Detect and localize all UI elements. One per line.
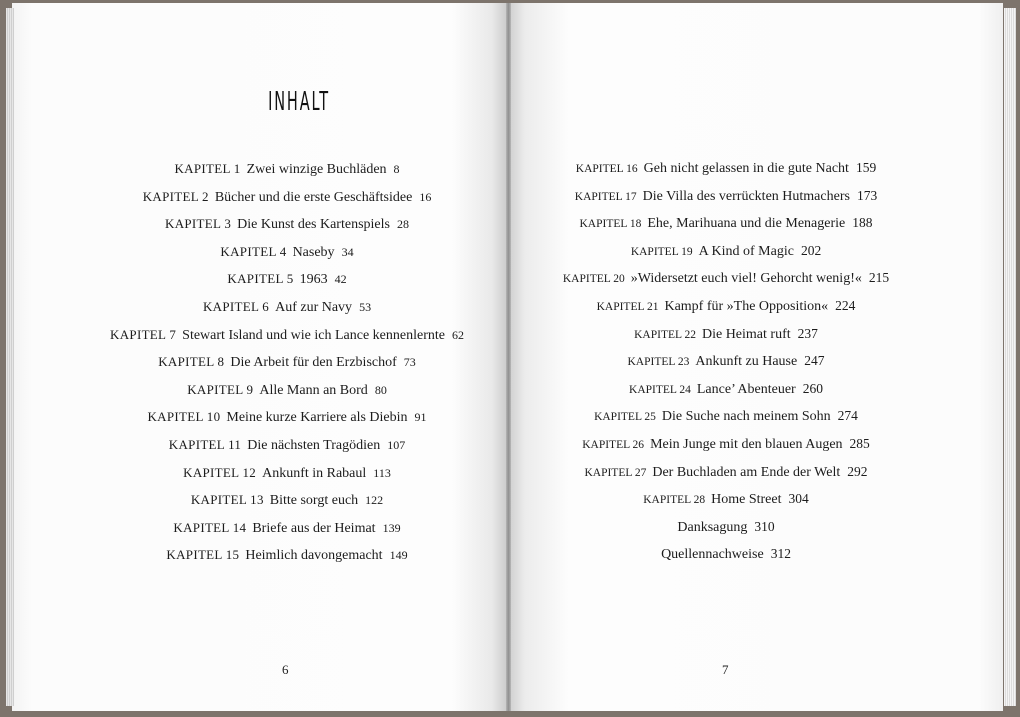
chapter-page-number: 113 [373,465,391,480]
toc-entry [12,214,508,235]
chapter-label: KAPITEL 19 [630,245,693,258]
chapter-page-number: 139 [382,520,401,535]
chapter-title: Alle Mann an Bord [259,382,368,398]
chapter-page-number: 292 [847,463,868,479]
chapter-label: KAPITEL 27 [584,466,647,479]
chapter-page-number: 274 [837,408,858,424]
toc-entry [509,379,943,400]
chapter-label: KAPITEL 14 [173,519,247,535]
toc-entry [509,351,943,372]
chapter-label: KAPITEL 7 [110,326,177,342]
chapter-label: KAPITEL 21 [596,301,659,313]
toc-entry [509,241,943,262]
chapter-page-number: 159 [855,160,877,175]
chapter-title: Briefe aus der Heimat [252,520,376,536]
chapter-label: KAPITEL 13 [190,492,264,508]
chapter-page-number: 80 [374,382,387,397]
toc-entry [509,158,943,179]
chapter-page-number: 122 [365,493,384,508]
toc-entry [12,545,508,566]
toc-entry [12,352,508,373]
toc-entry [509,268,943,289]
chapter-page-number: 8 [393,162,400,176]
chapter-title: Meine kurze Karriere als Diebin [226,410,408,426]
chapter-title: Stewart Island und wie ich Lance kennenlernte [182,327,445,343]
toc-entry [12,463,508,484]
chapter-page-number: 107 [387,438,406,452]
chapter-label: KAPITEL 16 [575,163,638,175]
toc-entry [509,186,943,207]
chapter-title: Auf zur Navy [275,300,353,315]
chapter-label: KAPITEL 4 [220,243,287,259]
toc-entry [12,325,508,346]
chapter-page-number: 260 [802,380,823,396]
chapter-page-number: 149 [389,548,408,563]
chapter-title: 1963 [299,272,328,288]
chapter-label: KAPITEL 1 [174,161,241,176]
toc-entry [509,324,943,345]
chapter-title: Die Suche nach meinem Sohn [661,409,831,425]
chapter-title: Danksagung [677,519,748,535]
toc-heading: INHALT [268,87,330,117]
chapter-page-number: 310 [754,518,775,534]
chapter-page-number: 73 [403,355,416,370]
chapter-title: A Kind of Magic [698,243,794,259]
chapter-label: KAPITEL 25 [594,411,656,424]
chapter-page-number: 173 [856,187,878,203]
chapter-title: Naseby [292,244,335,260]
chapter-page-number: 91 [414,410,427,425]
chapter-title: Heimlich davongemacht [245,548,383,564]
chapter-page-number: 312 [770,546,791,562]
chapter-label: KAPITEL 20 [562,273,625,286]
chapter-page-number: 42 [334,272,347,287]
chapter-title: Quellennachweise [661,547,764,563]
chapter-label: KAPITEL 24 [629,383,691,396]
page-number-left: 6 [282,662,289,677]
toc-entry [12,490,508,511]
chapter-title: Die Arbeit für den Erzbischof [230,355,397,371]
chapter-title: Die Kunst des Kartenspiels [237,217,390,233]
right-page [509,3,1003,711]
chapter-page-number: 247 [804,353,825,369]
toc-entry [509,213,943,234]
chapter-title: Home Street [711,492,782,508]
chapter-title: Die Heimat ruft [701,326,791,342]
chapter-label: KAPITEL 11 [168,437,242,452]
chapter-title: Bücher und die erste Geschäftsidee [214,189,413,205]
toc-entry [509,462,943,483]
chapter-label: KAPITEL 22 [634,328,696,341]
chapter-title: Ankunft in Rabaul [262,465,367,481]
chapter-title: Ehe, Marihuana und die Menagerie [647,216,846,232]
page-edges-right [1004,8,1016,706]
chapter-page-number: 62 [451,327,464,342]
chapter-label: KAPITEL 12 [183,464,257,480]
chapter-page-number: 224 [835,298,856,313]
page-edges-left [6,8,14,706]
toc-entry [509,434,943,455]
chapter-title: Der Buchladen am Ende der Welt [652,464,841,480]
chapter-page-number: 28 [396,217,409,232]
toc-entry [12,269,508,290]
toc-entry [12,297,508,318]
chapter-label: KAPITEL 23 [627,356,690,369]
toc-entry [12,435,508,456]
toc-entry [509,406,943,427]
chapter-label: KAPITEL 28 [643,494,706,507]
book-gutter [506,3,511,711]
toc-entry [12,518,508,539]
chapter-title: Lance’ Abenteuer [696,381,796,397]
chapter-title: Kampf für »The Opposition« [664,299,829,314]
chapter-label: KAPITEL 8 [158,354,225,370]
toc-entry [12,159,508,180]
chapter-label: KAPITEL 15 [166,547,240,563]
chapter-label: KAPITEL 5 [227,271,294,287]
chapter-title: Zwei winzige Buchläden [246,162,387,177]
chapter-title: Die nächsten Tragödien [247,438,381,453]
chapter-label: KAPITEL 2 [142,188,209,204]
chapter-page-number: 16 [419,189,432,204]
chapter-page-number: 34 [341,244,354,259]
toc-entry [12,242,508,263]
chapter-page-number: 215 [868,270,890,286]
toc-entry [509,544,943,565]
chapter-label: KAPITEL 18 [579,218,642,231]
chapter-page-number: 304 [788,491,809,507]
left-page [12,3,508,711]
chapter-label: KAPITEL 17 [574,190,637,203]
chapter-label: KAPITEL 10 [147,409,221,425]
toc-entry [509,489,943,510]
chapter-title: Ankunft zu Hause [695,354,798,370]
chapter-page-number: 202 [800,242,822,258]
chapter-page-number: 188 [852,215,873,231]
chapter-page-number: 53 [359,300,372,314]
chapter-page-number: 285 [849,436,870,451]
chapter-title: Geh nicht gelassen in die gute Nacht [643,161,849,176]
toc-entry [509,296,943,317]
chapter-page-number: 237 [797,325,818,341]
toc-entry [12,187,508,208]
toc-entry [12,407,508,428]
chapter-label: KAPITEL 3 [165,216,232,232]
chapter-title: »Widersetzt euch viel! Gehorcht wenig!« [630,271,862,287]
toc-entry [509,517,943,538]
chapter-title: Die Villa des verrückten Hutmachers [642,188,850,204]
chapter-title: Bitte sorgt euch [269,493,359,509]
page-number-right: 7 [722,662,729,677]
toc-entry [12,380,508,401]
chapter-title: Mein Junge mit den blauen Augen [650,437,843,452]
chapter-label: KAPITEL 9 [187,381,254,397]
chapter-label: KAPITEL 6 [202,299,270,314]
chapter-label: KAPITEL 26 [582,439,645,451]
